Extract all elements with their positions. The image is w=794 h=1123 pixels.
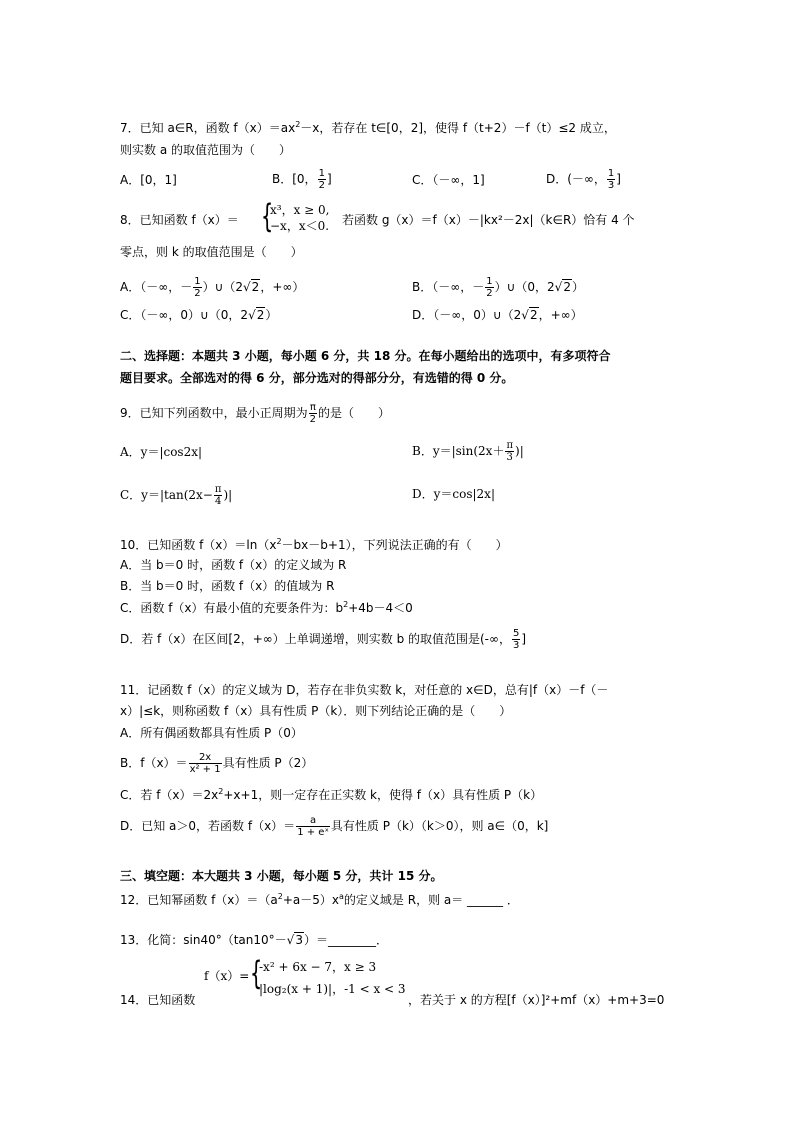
- sqrt: √2: [554, 280, 571, 294]
- q11-option-a: A．所有偶函数都具有性质 P（0）: [120, 726, 303, 740]
- q14-stem-pre: 14．已知函数: [120, 993, 196, 1007]
- fraction: $\frac{1}{2}$: [194, 276, 201, 299]
- brace: {: [261, 197, 274, 235]
- fraction: $\frac{\pi}{4}$: [214, 484, 222, 507]
- q8-option-c: C．（－∞，0）∪（0，2√2）: [120, 308, 278, 322]
- q9-option-a: A．y＝|cos2x|: [120, 445, 203, 459]
- q14-fx: f（x）=: [204, 969, 250, 983]
- section2-heading-line1: 二、选择题：本题共 3 小题，每小题 6 分，共 18 分。在每小题给出的选项中，有多项符合: [120, 349, 611, 363]
- q9-stem: 9．已知下列函数中，最小正周期为 $\frac{\pi}{2}$ 的是（ ）: [120, 402, 391, 425]
- q8-case2: −x，x＜0.: [270, 219, 330, 233]
- fraction: $\frac{1}{2}$: [486, 276, 493, 299]
- section2-heading-line2: 题目要求。全部选对的得 6 分，部分选对的得部分分，有选错的得 0 分。: [120, 371, 514, 385]
- fraction: $\frac{2x}{\text{x² + 1}}$: [189, 752, 221, 775]
- q7-stem-line2: 则实数 a 的取值范围为（ ）: [120, 143, 291, 157]
- q8-option-d: D．（－∞，0）∪（2√2，+∞）: [412, 308, 583, 322]
- q10-stem: 10．已知函数 $f(x)=\ln(x^2-bx-b+1)$，下列说法正确的有（ ）: [120, 537, 508, 552]
- q7-option-a: A．[0，1]: [120, 173, 177, 187]
- q8-stem-line2: 零点，则 k 的取值范围是（ ）: [120, 245, 303, 259]
- q11-option-c: C．若 $f(x)=2x^2+x+1$，则一定存在正实数 k，使得 f（x）具有性质 P（k）: [120, 787, 543, 802]
- q14-case1: -x² + 6x − 7，x ≥ 3: [259, 960, 377, 974]
- fraction: $\frac{1}{2}$: [318, 168, 325, 191]
- q11-stem-line1: 11．记函数 f（x）的定义域为 D，若存在非负实数 k，对任意的 x∈D，总有|f（x）－f（－: [120, 683, 609, 697]
- fraction: $\frac{\pi}{3}$: [506, 440, 514, 463]
- q10-option-d: D．若 f（x）在区间[2，+∞）上单调递增，则实数 b 的取值范围是(-∞， $\frac{5}{3}$ ]: [120, 628, 527, 651]
- q8-case1: x³，x ≥ 0,: [270, 203, 330, 217]
- q7-option-c: C．（－∞，1]: [412, 173, 485, 187]
- fraction: $\frac{1}{3}$: [607, 168, 615, 191]
- sqrt: √3: [286, 933, 303, 947]
- fraction: $\frac{a}{\text{1 + eˣ}}$: [297, 815, 329, 838]
- q14-stem-post: ，若关于 x 的方程[f（x）]²+mf（x）+m+3=0: [408, 993, 665, 1007]
- q7-option-d: D．(－∞， $\frac{1}{3}$ ]: [546, 168, 621, 191]
- q10-option-b: B．当 b＝0 时，函数 f（x）的值域为 R: [120, 579, 335, 593]
- sqrt: √2: [521, 308, 538, 322]
- sqrt: √2: [248, 308, 265, 322]
- q11-stem-line2: x）|≤k，则称函数 f（x）具有性质 P（k）．则下列结论正确的是（ ）: [120, 704, 512, 718]
- q14-case2: |log₂(x + 1)|，-1 < x < 3: [259, 982, 406, 996]
- q7-stem-line1: 7．已知 a∈R，函数 $f(x)=ax^2-x$，若存在 t∈[0，2]，使得 f（t+2）－f（t）≤2 成立，: [120, 120, 616, 135]
- brace: {: [250, 954, 263, 992]
- q11-option-b: B．f（x）＝ $\frac{2x}{\text{x² + 1}}$ 具有性质 P（2）: [120, 752, 314, 775]
- q11-option-d: D．已知 a＞0，若函数 f（x）＝ $\frac{a}{\text{1 + eˣ}}$ 具有性质 P（k）（k＞0），则 a∈（0，k]: [120, 815, 549, 838]
- q9-option-d: D．y＝cos|2x|: [412, 487, 495, 501]
- q9-option-b: B．y＝|sin(2x＋ $\frac{\pi}{3}$ )|: [412, 440, 524, 463]
- section3-heading: 三、填空题：本大题共 3 小题，每小题 5 分，共计 15 分。: [120, 869, 443, 883]
- q8-option-b: B．（－∞，－ $\frac{1}{2}$ ）∪（0，2√2）: [412, 276, 584, 299]
- q7-option-b: B．[0， $\frac{1}{2}$ ]: [272, 168, 332, 191]
- q10-option-a: A．当 b＝0 时，函数 f（x）的定义域为 R: [120, 558, 347, 572]
- q8-stem-pre: 8．已知函数 f（x）＝: [120, 213, 239, 227]
- q8-stem-post: 若函数 g（x）＝f（x）－|kx²－2x|（k∈R）恰有 4 个: [342, 213, 635, 227]
- fraction: $\frac{5}{3}$: [513, 628, 520, 651]
- sqrt: √2: [243, 280, 260, 294]
- q10-option-c: C．函数 f（x）有最小值的充要条件为：$b^2+4b-4<0$: [120, 600, 413, 615]
- q8-option-a: A．（－∞，－ $\frac{1}{2}$ ）∪（2√2，+∞）: [120, 276, 305, 299]
- q13-stem: 13．化简：sin40°（tan10°－√3）＝________．: [120, 933, 388, 947]
- q9-option-c: C．y＝|tan(2x− $\frac{\pi}{4}$ )|: [120, 484, 233, 507]
- fraction: $\frac{\pi}{2}$: [309, 402, 317, 425]
- q12-stem: 12．已知幂函数 $f(x)=(a^2+a-5)x^a$的定义域是 R，则 a＝ ______ ．: [120, 892, 519, 907]
